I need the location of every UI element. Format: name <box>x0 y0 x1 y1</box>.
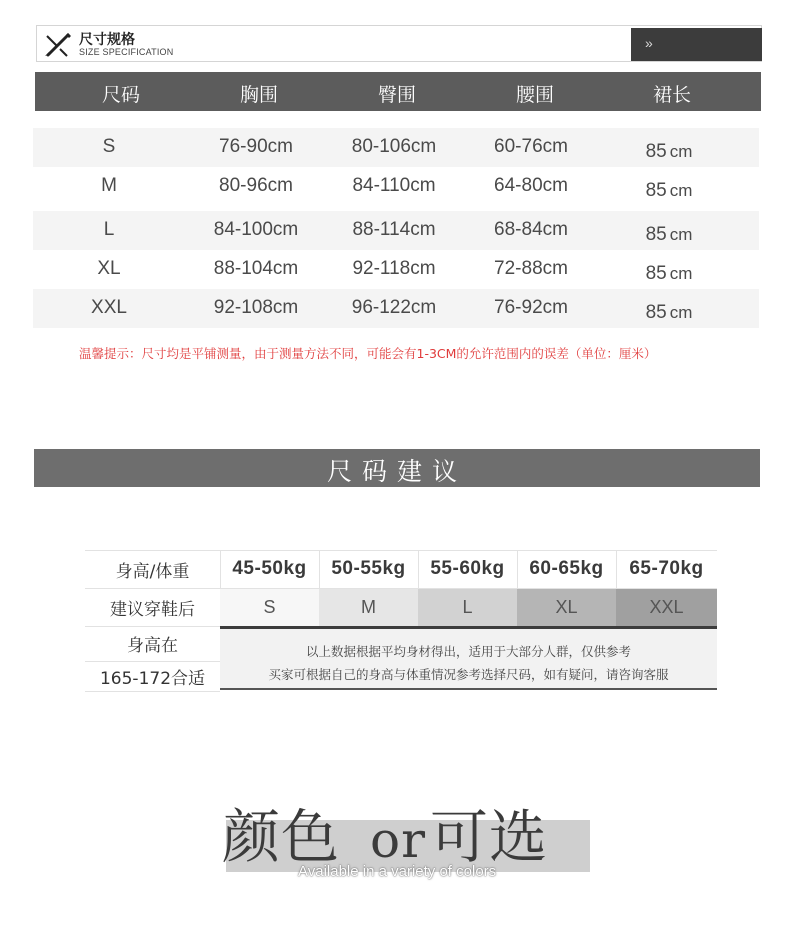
col-header-hip: 臀围 <box>377 84 417 106</box>
cell-length: 85 cm <box>645 263 693 284</box>
cell-chest: 80-96cm <box>219 175 293 196</box>
size-table-header <box>35 72 761 111</box>
label-height-weight: 身高/体重 <box>115 561 190 582</box>
cell-size: L <box>103 219 115 240</box>
cell-length: 85 cm <box>645 224 693 245</box>
pen-ruler-icon <box>43 30 73 58</box>
cell-waist: 60-76cm <box>494 136 568 157</box>
cell-waist: 72-88cm <box>494 258 568 279</box>
recommendation-note <box>220 626 717 690</box>
weight-cell: 60-65kg <box>529 558 604 579</box>
cell-size: XL <box>97 258 121 279</box>
colors-title-b: 可选 <box>430 803 549 871</box>
size-suggestion-bar <box>34 449 760 487</box>
colors-title-or: or <box>370 811 427 869</box>
cell-hip: 96-122cm <box>351 297 437 318</box>
suggested-size-cell: M <box>319 589 418 626</box>
suggested-size-cell: XL <box>517 589 616 626</box>
suggested-size-cell: L <box>418 589 517 626</box>
cell-waist: 76-92cm <box>494 297 568 318</box>
suggested-size-cell: XXL <box>616 589 717 626</box>
note-line-2: 买家可根据自己的身高与体重情况参考选择尺码，如有疑问，请咨询客服 <box>268 667 669 682</box>
col-header-waist: 腰围 <box>515 84 555 106</box>
spec-title-en: SIZE SPECIFICATION <box>79 47 174 57</box>
cell-hip: 80-106cm <box>351 136 437 157</box>
weight-cell: 50-55kg <box>331 558 406 579</box>
label-height-at: 身高在 <box>127 635 178 656</box>
weight-cell: 65-70kg <box>629 558 704 579</box>
table-row <box>33 289 759 328</box>
colors-title-a: 颜色 <box>222 803 341 871</box>
table-row <box>33 211 759 250</box>
cell-hip: 84-110cm <box>352 175 436 196</box>
cell-size: S <box>102 136 116 157</box>
weight-cell: 45-50kg <box>232 558 307 579</box>
cell-length: 85 cm <box>645 180 693 201</box>
measurement-tip: 温馨提示：尺寸均是平铺测量，由于测量方法不同，可能会有1-3CM的允许范围内的误差（单位：厘米） <box>79 346 657 361</box>
suggested-size-cell: S <box>220 589 319 626</box>
weight-cell: 55-60kg <box>430 558 505 579</box>
size-spec-header <box>36 25 762 62</box>
label-height-range: 165-172合适 <box>99 668 206 689</box>
label-suggested-size: 建议穿鞋后 <box>110 599 195 620</box>
cell-chest: 92-108cm <box>213 297 299 318</box>
recommendation-table <box>85 550 717 692</box>
header-dark-tab <box>631 28 762 61</box>
size-suggestion-title: 尺码建议 <box>326 457 468 486</box>
cell-size: XXL <box>91 297 127 318</box>
cell-chest: 88-104cm <box>213 258 299 279</box>
cell-waist: 68-84cm <box>494 219 568 240</box>
cell-chest: 84-100cm <box>213 219 299 240</box>
colors-subtitle: Available in a variety of colors <box>298 863 497 880</box>
col-header-chest: 胸围 <box>239 84 279 106</box>
colors-title <box>222 790 548 874</box>
note-line-1: 以上数据根据平均身材得出，适用于大部分人群，仅供参考 <box>305 644 631 659</box>
table-row <box>33 167 759 206</box>
cell-size: M <box>101 175 117 196</box>
cell-hip: 92-118cm <box>352 258 436 279</box>
table-row <box>33 128 759 167</box>
spec-title-cn: 尺寸规格 <box>79 32 135 48</box>
chevron-right-icon: » <box>645 35 653 51</box>
cell-length: 85 cm <box>645 302 693 323</box>
cell-waist: 64-80cm <box>494 175 568 196</box>
colors-available-banner <box>222 790 592 890</box>
col-header-length: 裙长 <box>652 84 692 106</box>
cell-length: 85 cm <box>645 141 693 162</box>
table-row <box>33 250 759 289</box>
cell-hip: 88-114cm <box>352 219 436 240</box>
col-header-size: 尺码 <box>101 84 141 106</box>
cell-chest: 76-90cm <box>219 136 293 157</box>
